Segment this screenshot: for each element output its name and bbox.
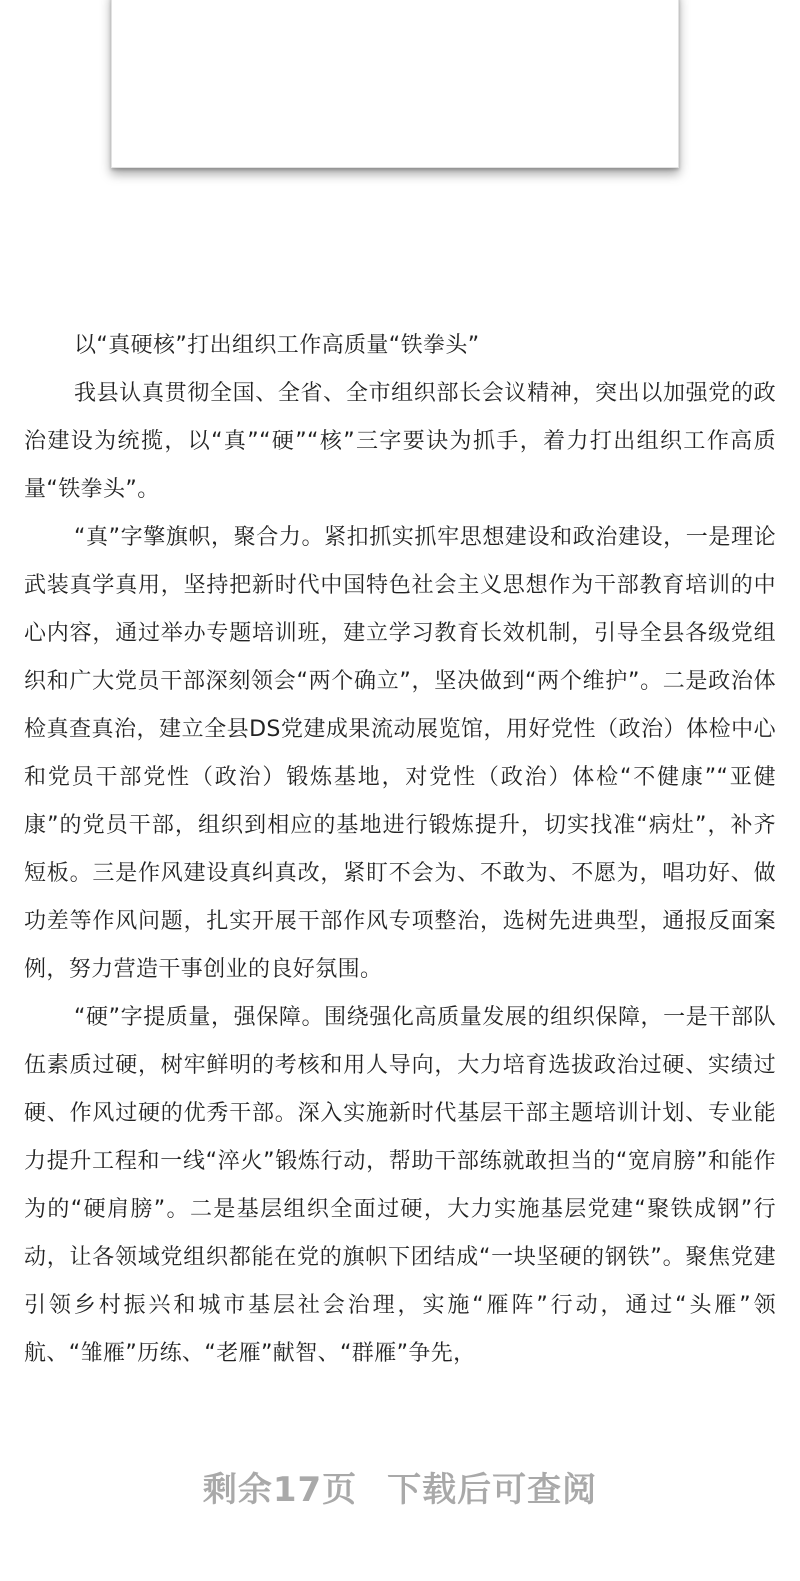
previous-page-preview (111, 0, 679, 168)
download-to-read-prompt[interactable] (0, 1462, 800, 1511)
paragraph-zhen: “真”字擎旗帜，聚合力。紧扣抓实抓牢思想建设和政治建设，一是理论武装真学真用，坚持把新时代中国特色社会主义思想作为干部教育培训的中心内容，通过举办专题培训班，建立学习教育长效机制，引导全县各级党组织和广大党员干部深刻领会“两个确立”，坚决做到“两个维护”。二是政治体检真查真治，建立全县DS党建成果流动展览馆，用好党性（政治）体检中心和党员干部党性（政治）锻炼基地，对党性（政治）体检“不健康”“亚健康”的党员干部，组织到相应的基地进行锻炼提升，切实找准“病灶”，补齐短板。三是作风建设真纠真改，紧盯不会为、不敢为、不愿为，唱功好、做功差等作风问题，扎实开展干部作风专项整治，选树先进典型，通报反面案例，努力营造干事创业的良好氛围。 (24, 525, 776, 982)
paragraph-ying: “硬”字提质量，强保障。围绕强化高质量发展的组织保障，一是干部队伍素质过硬，树牢鲜明的考核和用人导向，大力培育选拔政治过硬、实绩过硬、作风过硬的优秀干部。深入实施新时代基层干部主题培训计划、专业能力提升工程和一线“淬火”锻炼行动，帮助干部练就敢担当的“宽肩膀”和能作为的“硬肩膀”。二是基层组织全面过硬，大力实施基层党建“聚铁成钢”行动，让各领域党组织都能在党的旗帜下团结成“一块坚硬的钢铁”。聚焦党建引领乡村振兴和城市基层社会治理，实施“雁阵”行动，通过“头雁”领航、“雏雁”历练、“老雁”献智、“群雁”争先， (24, 1005, 776, 1366)
article-body (24, 322, 776, 1378)
paragraph-intro: 我县认真贯彻全国、全省、全市组织部长会议精神，突出以加强党的政治建设为统揽，以“真”“硬”“核”三字要诀为抓手，着力打出组织工作高质量“铁拳头”。 (24, 381, 776, 502)
remaining-pages-label: 剩余17页 (202, 1470, 358, 1510)
article-title: 以“真硬核”打出组织工作高质量“铁拳头” (74, 333, 480, 358)
download-hint-label: 下载后可查阅 (387, 1470, 598, 1510)
